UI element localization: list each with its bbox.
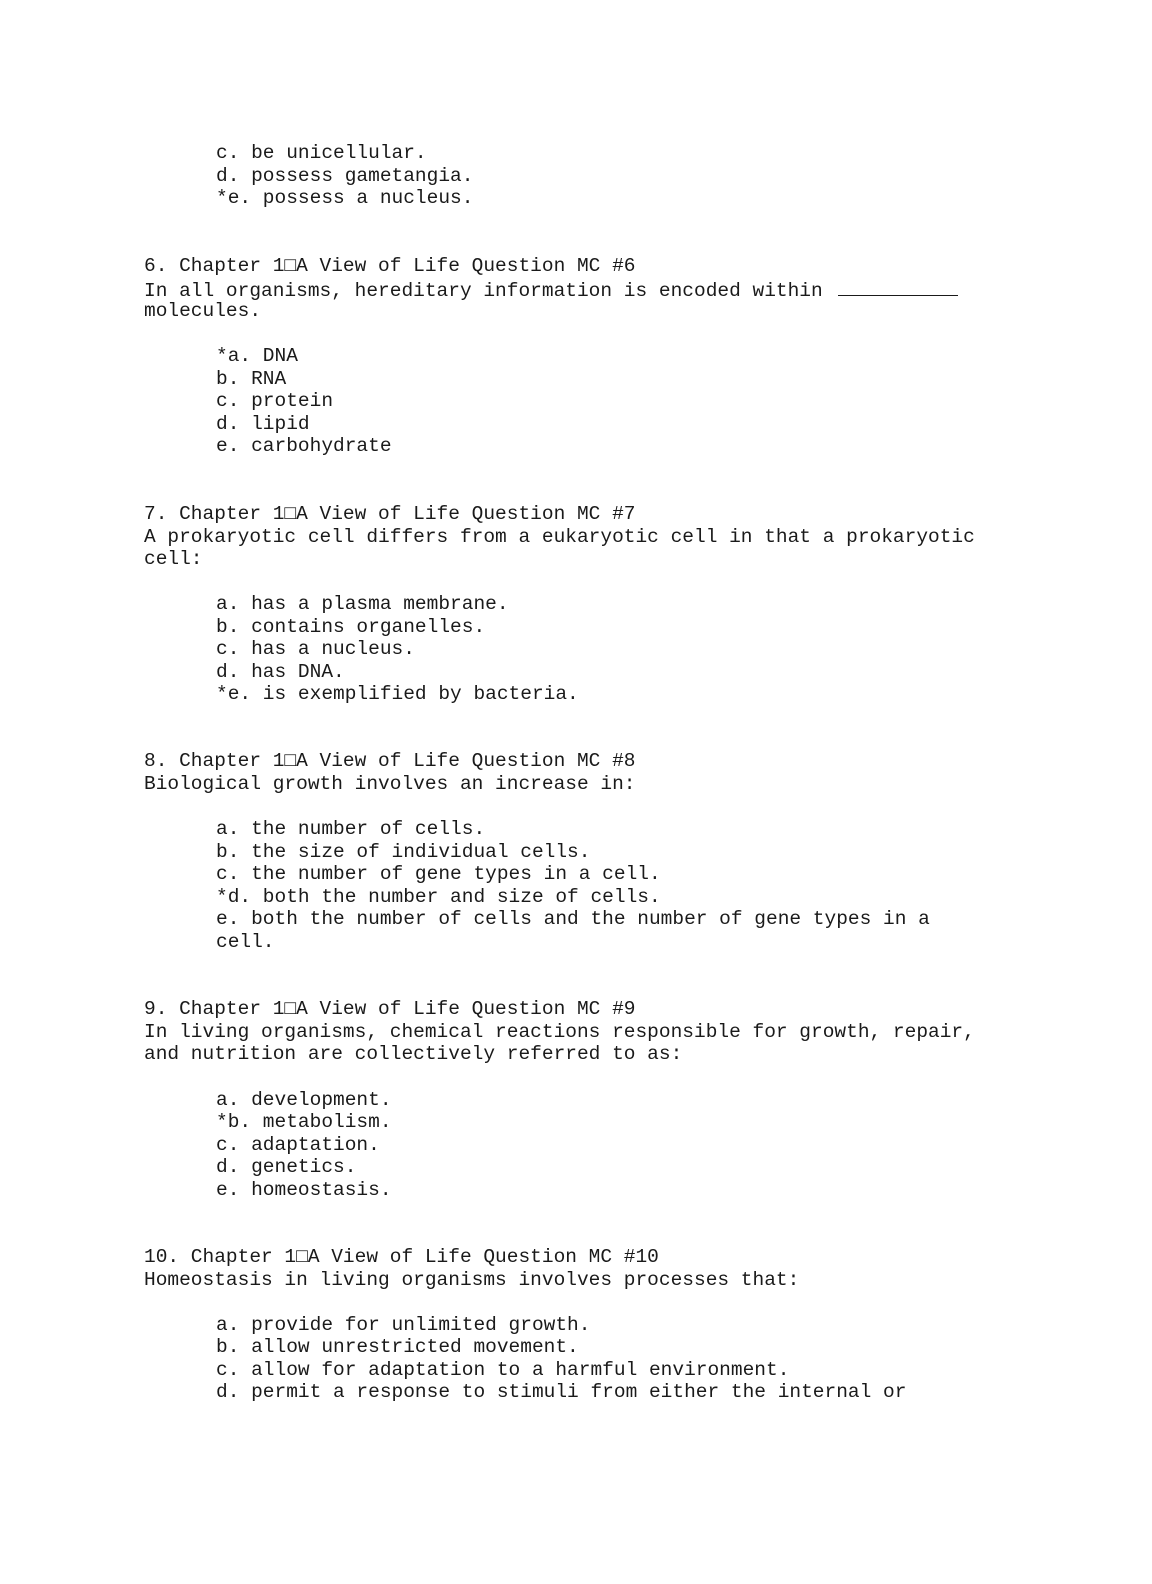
question-stem-line: cell: [144, 548, 203, 570]
answer-option: a. has a plasma membrane. [216, 593, 509, 615]
answer-option: e. both the number of cells and the number of gene types in a [216, 908, 930, 930]
answer-option-correct: *a. DNA [216, 345, 298, 367]
answer-option-correct: *d. both the number and size of cells. [216, 886, 661, 908]
question-stem-line: Homeostasis in living organisms involves processes that: [144, 1269, 800, 1291]
answer-option: d. possess gametangia. [216, 165, 474, 187]
answer-option: d. has DNA. [216, 661, 345, 683]
answer-option-correct: *b. metabolism. [216, 1111, 392, 1133]
answer-option: a. provide for unlimited growth. [216, 1314, 591, 1336]
answer-option: c. has a nucleus. [216, 638, 415, 660]
answer-option: a. development. [216, 1089, 392, 1111]
answer-option: b. the size of individual cells. [216, 841, 591, 863]
answer-option: b. RNA [216, 368, 287, 390]
answer-option: e. homeostasis. [216, 1179, 392, 1201]
question-stem-text: In all organisms, hereditary information is encoded within [144, 280, 823, 302]
answer-option: e. carbohydrate [216, 435, 392, 457]
answer-option: b. contains organelles. [216, 616, 486, 638]
question-header: 6. Chapter 1□A View of Life Question MC #6 [144, 255, 636, 277]
question-stem-line [144, 278, 958, 303]
answer-option: d. permit a response to stimuli from either the internal or [216, 1381, 907, 1403]
answer-option-continuation: cell. [216, 931, 275, 953]
answer-option: c. be unicellular. [216, 142, 427, 164]
answer-option: c. adaptation. [216, 1134, 380, 1156]
answer-option-correct: *e. is exemplified by bacteria. [216, 683, 579, 705]
question-stem-line: A prokaryotic cell differs from a eukaryotic cell in that a prokaryotic [144, 526, 975, 548]
question-header: 8. Chapter 1□A View of Life Question MC #8 [144, 750, 636, 772]
question-header: 9. Chapter 1□A View of Life Question MC #9 [144, 998, 636, 1020]
answer-option: b. allow unrestricted movement. [216, 1336, 579, 1358]
answer-option: c. the number of gene types in a cell. [216, 863, 661, 885]
question-header: 7. Chapter 1□A View of Life Question MC #7 [144, 503, 636, 525]
answer-option: d. genetics. [216, 1156, 357, 1178]
answer-option-correct: *e. possess a nucleus. [216, 187, 474, 209]
question-header: 10. Chapter 1□A View of Life Question MC #10 [144, 1246, 659, 1268]
answer-option: a. the number of cells. [216, 818, 486, 840]
answer-option: c. protein [216, 390, 334, 412]
question-stem-line: In living organisms, chemical reactions responsible for growth, repair, [144, 1021, 975, 1043]
fill-in-blank [838, 278, 958, 296]
question-stem-line: and nutrition are collectively referred to as: [144, 1043, 683, 1065]
answer-option: d. lipid [216, 413, 310, 435]
answer-option: c. allow for adaptation to a harmful environment. [216, 1359, 790, 1381]
question-stem-line: molecules. [144, 300, 262, 322]
question-stem-line: Biological growth involves an increase in: [144, 773, 636, 795]
